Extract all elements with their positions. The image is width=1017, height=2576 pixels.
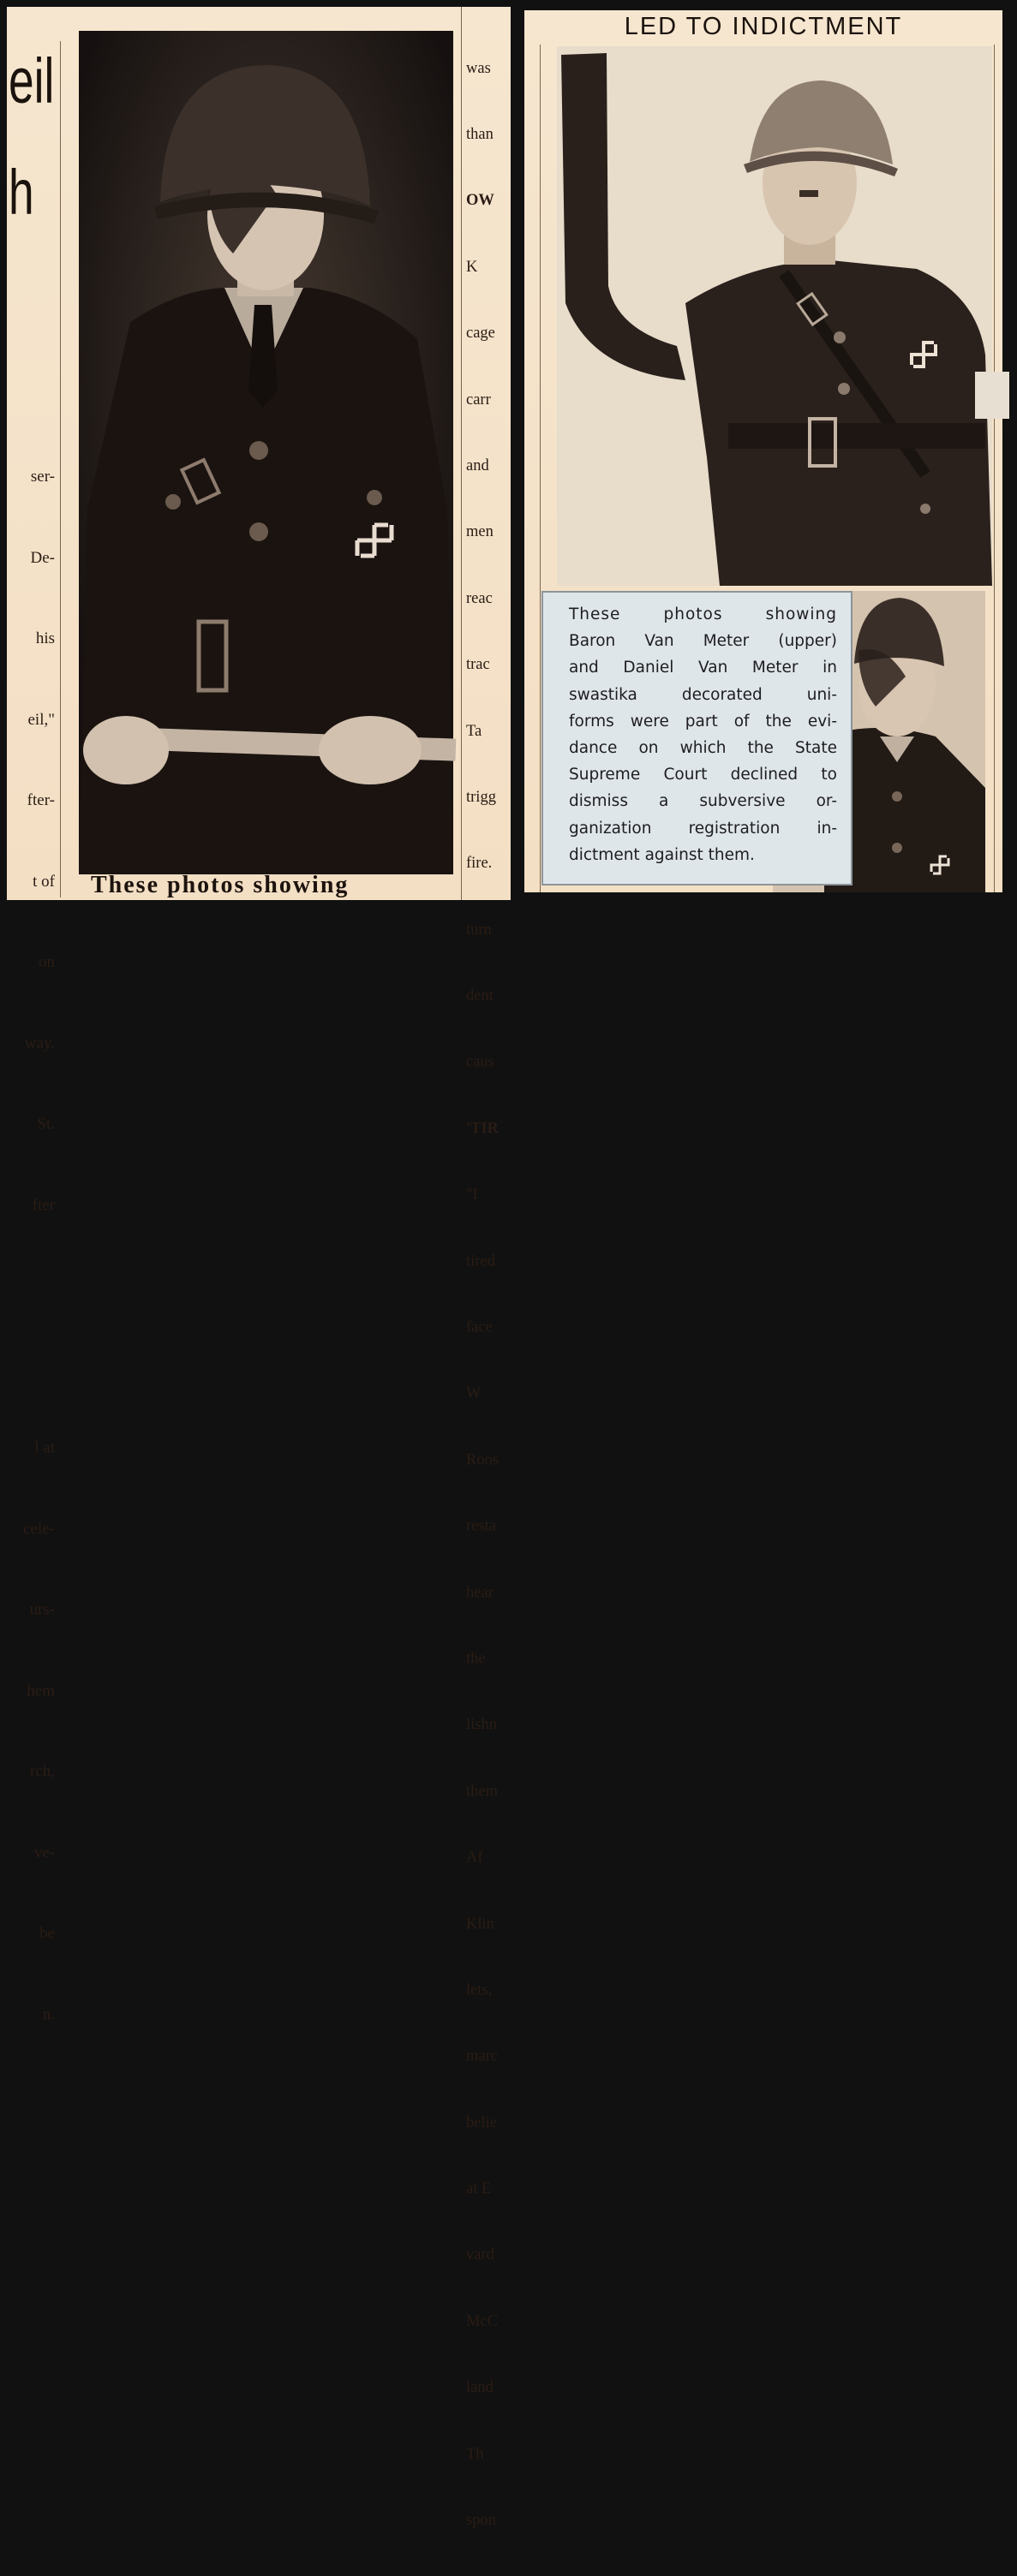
text-line: ser- (30, 468, 55, 486)
photo-daniel-van-meter (79, 31, 453, 874)
text-line: OW (466, 192, 494, 210)
headline-fragment-2: h (9, 157, 34, 228)
text-line (10, 1354, 55, 1381)
text-line: them (466, 1782, 498, 1800)
text-line: Af (466, 1849, 483, 1867)
caption-fragment: These photos showing (91, 872, 350, 898)
left-column-text (10, 409, 55, 2082)
text-line: his (35, 629, 55, 647)
column-rule (461, 7, 462, 900)
text-line (10, 1273, 55, 1300)
photo-caption-box (541, 591, 852, 886)
text-line: Roos (466, 1451, 500, 1469)
text-line: reac (466, 589, 493, 607)
text-line: resta (466, 1518, 496, 1535)
text-line: men (466, 523, 494, 541)
text-line: caus (466, 1053, 494, 1071)
caption-line: ganization registration in- (569, 819, 837, 838)
text-line: Klin (466, 1915, 494, 1933)
text-line: t of (33, 872, 55, 891)
adjacent-column-text (466, 14, 511, 2576)
text-line: fire. (466, 855, 493, 873)
text-line: l at (34, 1439, 55, 1457)
text-line: n. (42, 2005, 55, 2024)
text-line: and (466, 456, 489, 474)
text-line: dent (466, 987, 494, 1005)
caption-line: forms were part of the evi- (569, 712, 837, 730)
caption-line: Baron Van Meter (upper) (569, 632, 837, 651)
text-line: lets, (466, 1981, 493, 1999)
saluting-soldier-illustration (557, 46, 992, 586)
caption-line: These photos showing (569, 605, 837, 623)
text-line: land (466, 2379, 494, 2397)
soldier-portrait-illustration (79, 31, 453, 874)
text-line: cele- (23, 1519, 55, 1538)
right-newspaper-clipping (524, 10, 1002, 892)
text-line: eil," (27, 710, 55, 729)
text-line: ve- (33, 1843, 55, 1862)
text-line: hear (466, 1583, 494, 1601)
caption-line: swastika decorated uni- (569, 685, 837, 704)
text-line: hem (27, 1681, 55, 1700)
text-line: belie (466, 2114, 497, 2132)
caption-line: dance on which the State (569, 739, 837, 758)
text-line: lishn (466, 1716, 497, 1734)
text-line: be (39, 1924, 55, 1942)
text-line: was (466, 59, 491, 77)
text-line: way. (24, 1034, 55, 1052)
text-line: turn (466, 921, 492, 939)
text-line: De- (30, 548, 55, 567)
text-line: W (466, 1385, 482, 1403)
text-line: cage (466, 325, 495, 343)
text-line: at E (466, 2180, 492, 2198)
caption-line: dictment against them. (569, 845, 755, 864)
left-newspaper-clipping (7, 7, 511, 2530)
text-line: vard (466, 2246, 494, 2264)
text-line: face (466, 1319, 493, 1337)
caption-line: and Daniel Van Meter in (569, 659, 837, 677)
text-line: Ta (466, 722, 482, 740)
text-line: the (466, 1649, 486, 1667)
text-line: on (39, 953, 55, 971)
text-line: Th (466, 2445, 484, 2463)
column-rule (540, 45, 541, 892)
clipping-title: LED TO INDICTMENT (624, 13, 903, 40)
text-line: McC (466, 2312, 498, 2330)
text-line: 'TIR (466, 1119, 500, 1137)
text-line: fter (32, 1196, 55, 1214)
headline-fragment-1: eil (9, 45, 55, 116)
text-line: trigg (466, 788, 496, 806)
text-line: K (466, 258, 478, 276)
text-line: fter- (27, 791, 55, 809)
text-line: than (466, 125, 494, 143)
caption-line: Supreme Court declined to (569, 766, 837, 784)
column-rule (994, 45, 995, 892)
caption-line: dismiss a subversive or- (569, 792, 837, 811)
text-line: spon (466, 2512, 496, 2530)
column-rule (60, 41, 61, 897)
text-line: trac (466, 656, 490, 674)
text-line: rch, (29, 1762, 55, 1780)
text-line: carr (466, 391, 491, 408)
text-line: St. (37, 1115, 55, 1133)
photo-baron-van-meter (557, 46, 992, 586)
text-line: tired (466, 1252, 495, 1270)
text-line: urs- (29, 1601, 55, 1619)
text-line: marc (466, 2048, 498, 2066)
text-line: "I (466, 1186, 478, 1204)
